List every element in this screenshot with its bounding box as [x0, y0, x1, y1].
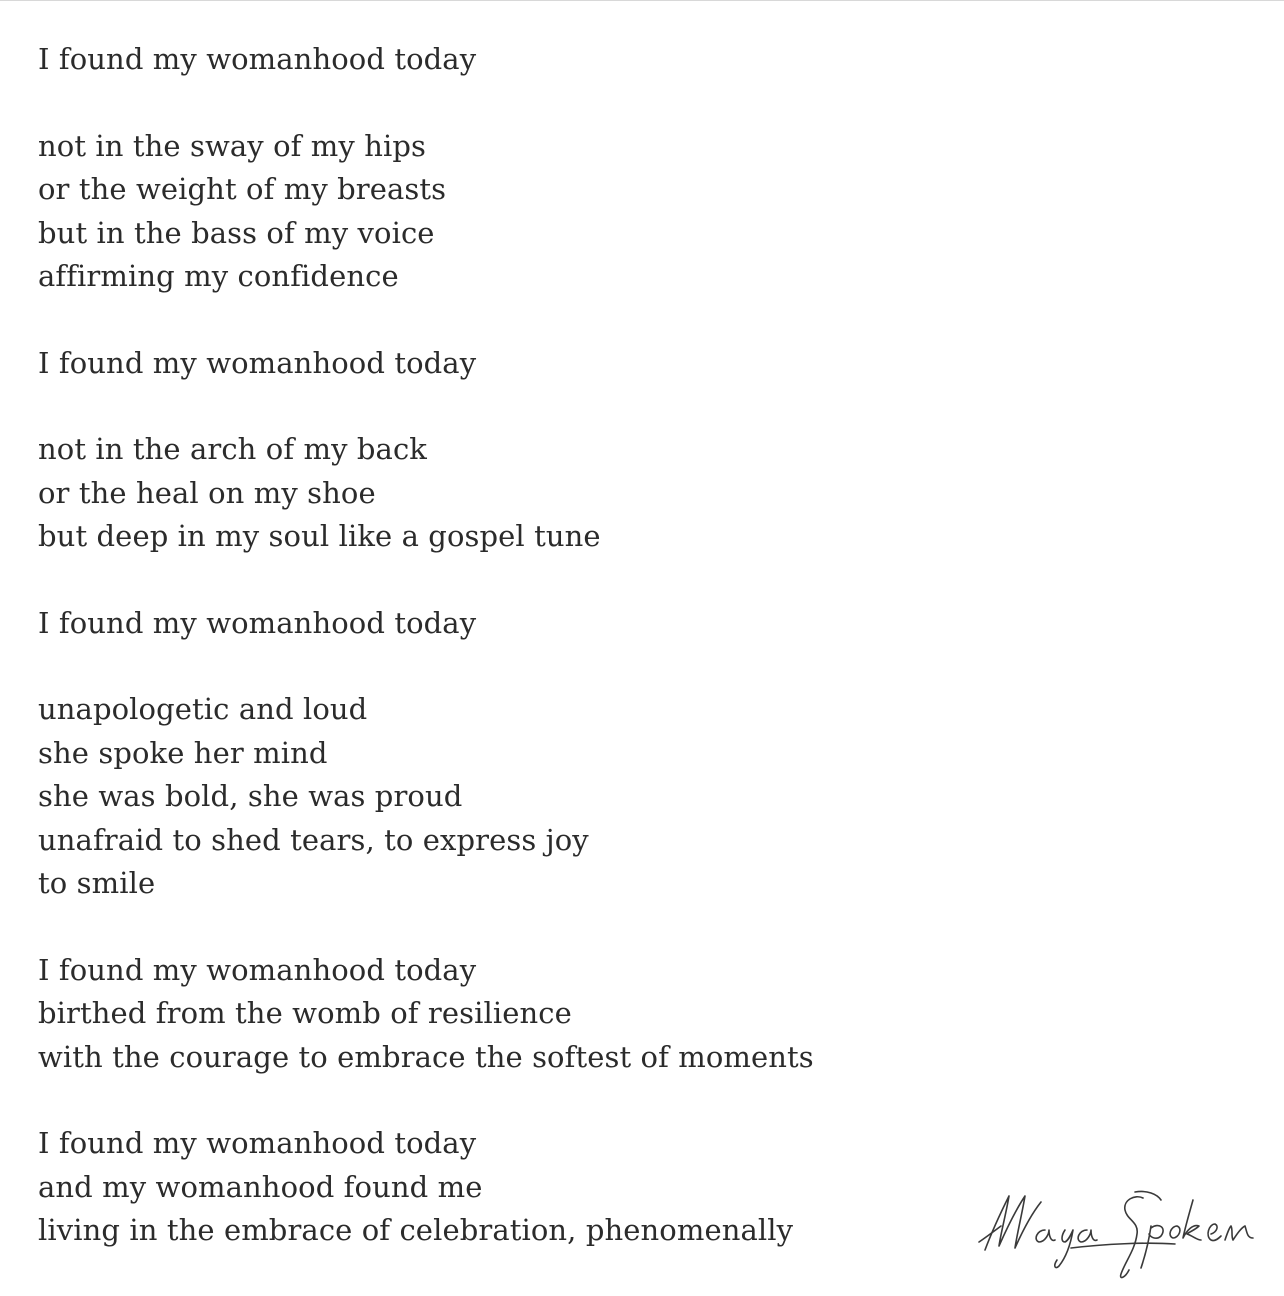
poem-line: and my womanhood found me	[38, 1169, 483, 1204]
poem-line: but in the bass of my voice	[38, 215, 435, 250]
poem-line: with the courage to embrace the softest of moments	[38, 1039, 814, 1074]
poem-line: or the heal on my shoe	[38, 475, 376, 510]
stanza-7	[38, 949, 938, 1080]
stanza-4	[38, 428, 938, 559]
poem-line: I found my womanhood today	[38, 1126, 477, 1160]
poem-line: affirming my confidence	[38, 259, 399, 293]
poem-line: living in the embrace of celebration, phenomenally	[38, 1213, 794, 1247]
poem-line: I found my womanhood today	[38, 42, 477, 76]
poem-line: not in the arch of my back	[38, 432, 427, 466]
poem-line: not in the sway of my hips	[38, 128, 426, 163]
poem-line: or the weight of my breasts	[38, 172, 447, 206]
stanza-1	[38, 38, 938, 82]
stanza-8	[38, 1122, 938, 1253]
poem-line: unafraid to shed tears, to express joy	[38, 822, 589, 857]
signature-logo	[975, 1182, 1260, 1282]
stanza-6	[38, 688, 938, 906]
top-divider	[0, 0, 1284, 1]
poem-line: I found my womanhood today	[38, 952, 477, 987]
poem-line: birthed from the womb of resilience	[38, 996, 572, 1030]
poem-line: but deep in my soul like a gospel tune	[38, 519, 601, 553]
stanza-3	[38, 342, 938, 386]
poem-line: I found my womanhood today	[38, 345, 477, 380]
poem-body	[38, 38, 938, 1296]
stanza-2	[38, 125, 938, 299]
poem-line: she was bold, she was proud	[38, 779, 463, 813]
poem-line: I found my womanhood today	[38, 605, 477, 640]
poem-line: she spoke her mind	[38, 735, 328, 770]
stanza-5	[38, 602, 938, 646]
poem-line: unapologetic and loud	[38, 692, 368, 726]
poem-line: to smile	[38, 866, 156, 900]
